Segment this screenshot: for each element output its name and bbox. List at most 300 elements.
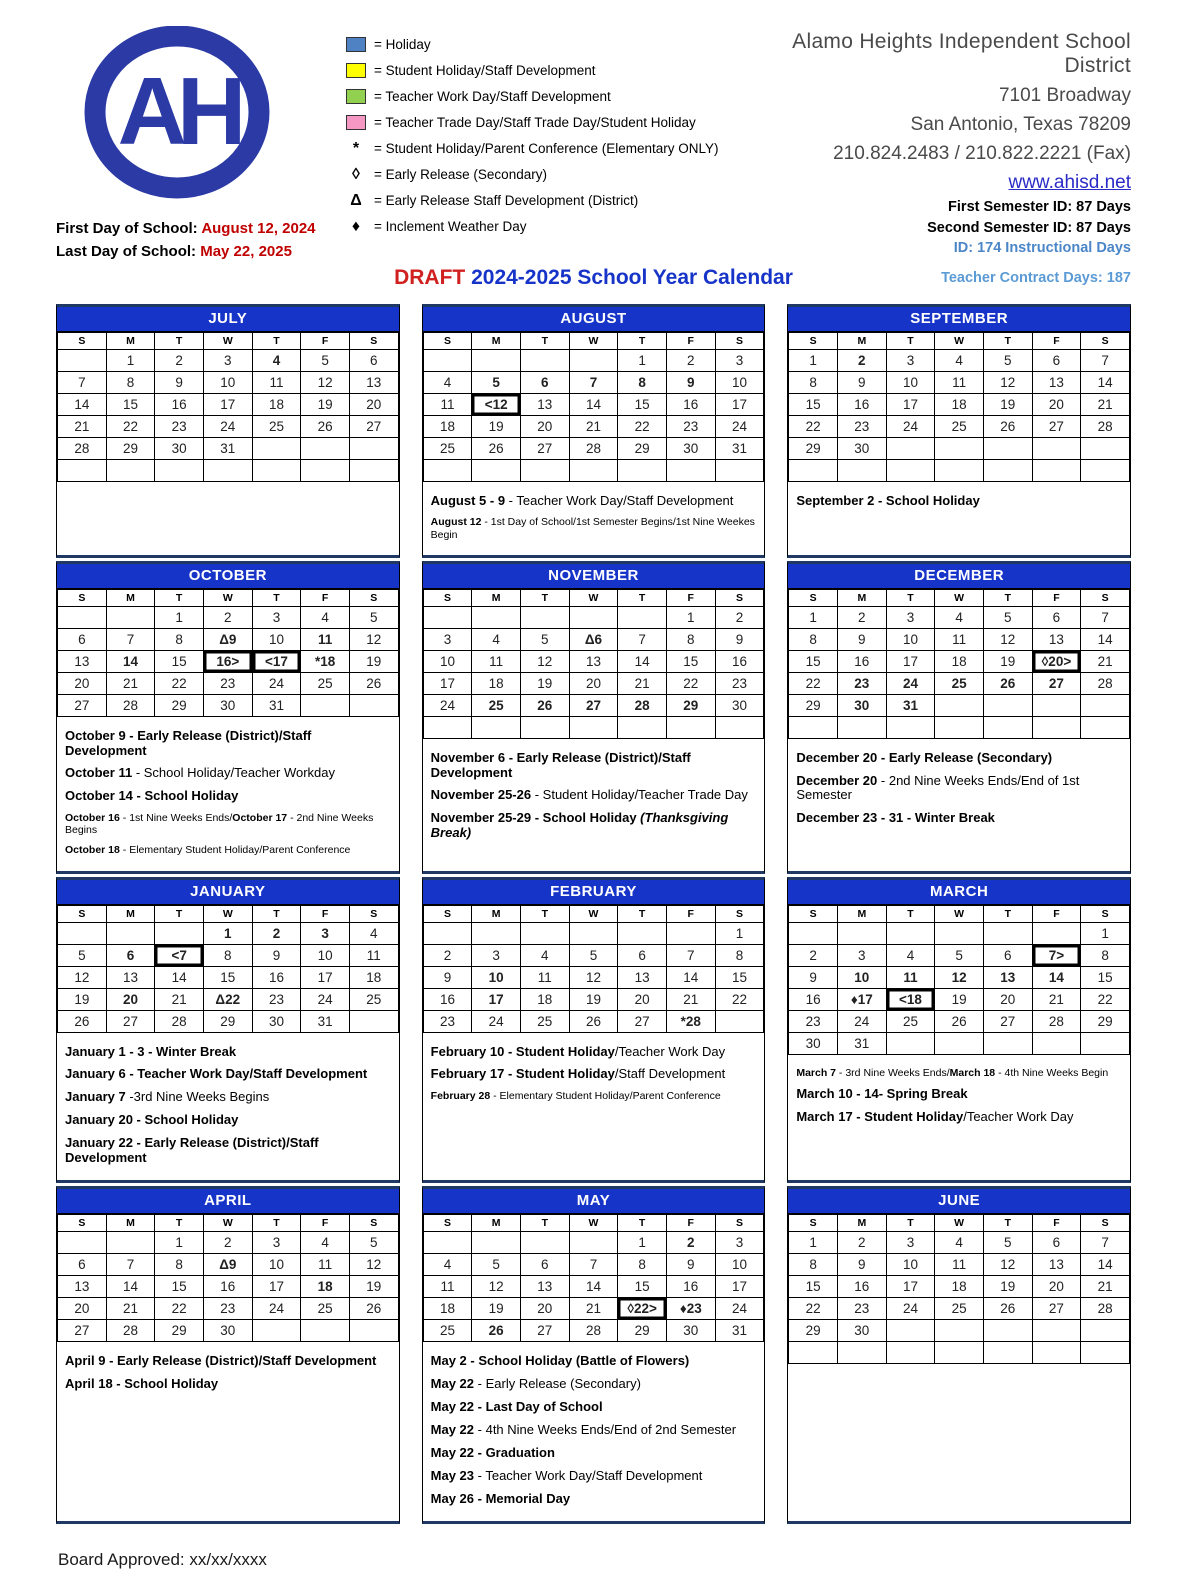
day-cell: 7 xyxy=(569,371,618,393)
day-cell: 25 xyxy=(935,415,984,437)
empty-cell xyxy=(349,1320,398,1342)
note-text: January 6 - Teacher Work Day/Staff Development xyxy=(65,1066,368,1082)
day-cell: 4 xyxy=(886,944,935,966)
month-title: FEBRUARY xyxy=(423,880,765,905)
empty-cell xyxy=(520,716,569,738)
week-row xyxy=(789,349,1130,371)
day-cell: 2 xyxy=(203,606,252,628)
dow-header: T xyxy=(252,1215,301,1232)
week-row xyxy=(423,650,764,672)
day-cell: *18 xyxy=(301,650,350,672)
dow-header: F xyxy=(301,332,350,349)
day-cell: 3 xyxy=(203,349,252,371)
day-cell: 5 xyxy=(58,944,107,966)
day-cell: 15 xyxy=(618,1276,667,1298)
month-title: AUGUST xyxy=(423,307,765,332)
empty-cell xyxy=(666,716,715,738)
day-cell: 26 xyxy=(472,1320,521,1342)
day-cell: 6 xyxy=(1032,606,1081,628)
day-cell: 3 xyxy=(252,606,301,628)
dow-header: T xyxy=(886,332,935,349)
dow-header: T xyxy=(520,589,569,606)
empty-cell xyxy=(472,1232,521,1254)
dow-header: T xyxy=(520,905,569,922)
dow-header: S xyxy=(349,589,398,606)
week-row xyxy=(789,371,1130,393)
day-cell: 27 xyxy=(58,1320,107,1342)
week-row xyxy=(58,1010,399,1032)
day-cell: 29 xyxy=(155,1320,204,1342)
empty-cell xyxy=(935,694,984,716)
month-title: OCTOBER xyxy=(57,564,399,589)
day-cell: 3 xyxy=(886,349,935,371)
day-cell: 23 xyxy=(155,415,204,437)
day-cell: 25 xyxy=(472,694,521,716)
week-row xyxy=(789,988,1130,1010)
empty-cell xyxy=(1032,922,1081,944)
dow-header: T xyxy=(983,589,1032,606)
day-cell: 14 xyxy=(1081,628,1130,650)
day-cell: 11 xyxy=(886,966,935,988)
note-line xyxy=(65,1090,391,1105)
school-year-dates xyxy=(56,217,346,264)
empty-cell xyxy=(715,716,764,738)
empty-cell xyxy=(983,922,1032,944)
day-cell: 25 xyxy=(423,1320,472,1342)
day-cell: 28 xyxy=(155,1010,204,1032)
empty-cell xyxy=(472,606,521,628)
day-cell: 26 xyxy=(301,415,350,437)
day-cell: 20 xyxy=(983,988,1032,1010)
day-cell: 25 xyxy=(301,1298,350,1320)
note-text: March 10 - 14- Spring Break xyxy=(796,1085,968,1101)
note-line xyxy=(65,789,391,804)
day-cell: 31 xyxy=(715,1320,764,1342)
day-cell: 28 xyxy=(106,694,155,716)
month-notes xyxy=(788,482,1130,555)
empty-cell xyxy=(886,716,935,738)
week-row xyxy=(789,1010,1130,1032)
empty-cell xyxy=(472,922,521,944)
dow-header: T xyxy=(520,332,569,349)
note-text: May 2 - School Holiday (Battle of Flowers) xyxy=(430,1353,690,1369)
dow-header: F xyxy=(301,1215,350,1232)
day-cell: 28 xyxy=(106,1320,155,1342)
empty-cell xyxy=(58,459,107,481)
dow-header: S xyxy=(715,905,764,922)
note-text: May 22 xyxy=(430,1376,475,1392)
note-text: April 18 - School Holiday xyxy=(65,1376,219,1392)
day-cell: 27 xyxy=(1032,672,1081,694)
day-cell: 23 xyxy=(789,1010,838,1032)
title-text: 2024-2025 School Year Calendar xyxy=(465,265,793,289)
day-cell: 4 xyxy=(252,349,301,371)
day-cell: 27 xyxy=(349,415,398,437)
dow-header: W xyxy=(935,332,984,349)
empty-cell xyxy=(618,922,667,944)
month-title: APRIL xyxy=(57,1189,399,1214)
day-cell: 30 xyxy=(837,694,886,716)
day-cell: 20 xyxy=(618,988,667,1010)
first-day-line xyxy=(56,217,346,240)
day-cell: 4 xyxy=(423,1254,472,1276)
day-cell: 25 xyxy=(520,1010,569,1032)
empty-cell xyxy=(520,1232,569,1254)
week-row xyxy=(58,922,399,944)
month-table xyxy=(57,1214,399,1342)
month-july xyxy=(56,304,400,558)
week-row xyxy=(789,1276,1130,1298)
day-cell: 20 xyxy=(58,1298,107,1320)
dow-header: W xyxy=(569,1215,618,1232)
month-notes xyxy=(57,482,399,555)
day-cell: 2 xyxy=(423,944,472,966)
empty-cell xyxy=(935,459,984,481)
note-line xyxy=(431,1400,757,1415)
legend-item xyxy=(346,60,766,81)
dow-header: T xyxy=(155,905,204,922)
dow-header: S xyxy=(789,589,838,606)
note-line xyxy=(431,751,757,781)
dow-header: F xyxy=(1032,905,1081,922)
week-row xyxy=(423,988,764,1010)
day-cell: 13 xyxy=(520,1276,569,1298)
dow-header: T xyxy=(886,589,935,606)
dow-header: S xyxy=(789,1215,838,1232)
empty-cell xyxy=(520,922,569,944)
note-text: February 28 xyxy=(430,1090,491,1103)
dow-header: W xyxy=(569,332,618,349)
month-november xyxy=(422,561,766,874)
legend-item xyxy=(346,34,766,55)
day-cell: 20 xyxy=(349,393,398,415)
dow-header: S xyxy=(423,1215,472,1232)
day-cell: 13 xyxy=(1032,1254,1081,1276)
note-line xyxy=(65,729,391,759)
day-cell: 14 xyxy=(569,393,618,415)
day-cell: 4 xyxy=(349,922,398,944)
note-line xyxy=(796,494,1122,509)
week-row xyxy=(58,349,399,371)
day-cell: 15 xyxy=(203,966,252,988)
day-cell: 29 xyxy=(1081,1010,1130,1032)
district-logo xyxy=(56,26,346,207)
empty-cell xyxy=(472,459,521,481)
empty-cell xyxy=(155,922,204,944)
dow-header: F xyxy=(1032,1215,1081,1232)
day-cell: 22 xyxy=(106,415,155,437)
dow-header: S xyxy=(1081,905,1130,922)
day-cell: 11 xyxy=(301,628,350,650)
day-cell: 29 xyxy=(789,694,838,716)
month-april xyxy=(56,1186,400,1524)
day-cell: 29 xyxy=(155,694,204,716)
day-cell: 13 xyxy=(349,371,398,393)
dow-header: T xyxy=(886,1215,935,1232)
day-cell: 10 xyxy=(301,944,350,966)
empty-cell xyxy=(58,349,107,371)
note-line xyxy=(431,1067,757,1082)
week-row xyxy=(789,393,1130,415)
dow-header: F xyxy=(666,1215,715,1232)
empty-cell xyxy=(569,459,618,481)
dow-header: W xyxy=(569,589,618,606)
day-cell: 23 xyxy=(715,672,764,694)
week-row xyxy=(789,1254,1130,1276)
day-cell: 10 xyxy=(886,628,935,650)
day-cell: 21 xyxy=(618,672,667,694)
month-title: NOVEMBER xyxy=(423,564,765,589)
day-cell: 13 xyxy=(106,966,155,988)
day-cell: 9 xyxy=(837,1254,886,1276)
note-line xyxy=(65,766,391,781)
note-line xyxy=(796,751,1122,766)
day-cell: 9 xyxy=(666,371,715,393)
day-cell: 2 xyxy=(789,944,838,966)
day-cell: <12 xyxy=(472,393,521,415)
note-text: January 20 - School Holiday xyxy=(65,1112,239,1128)
empty-cell xyxy=(106,606,155,628)
day-cell: 17 xyxy=(715,1276,764,1298)
note-text: /Teacher Work Day xyxy=(614,1043,726,1059)
day-cell: 12 xyxy=(983,628,1032,650)
day-cell: 24 xyxy=(886,1298,935,1320)
day-cell: 10 xyxy=(472,966,521,988)
note-text: - Teacher Work Day/Staff Development xyxy=(505,492,734,508)
week-row xyxy=(58,1276,399,1298)
dow-header: M xyxy=(837,332,886,349)
day-cell: 26 xyxy=(935,1010,984,1032)
day-cell: 27 xyxy=(106,1010,155,1032)
empty-cell xyxy=(618,459,667,481)
empty-cell xyxy=(1081,716,1130,738)
day-cell: 5 xyxy=(983,349,1032,371)
note-line xyxy=(65,1067,391,1082)
dow-header: S xyxy=(789,905,838,922)
day-cell: ♦23 xyxy=(666,1298,715,1320)
month-notes xyxy=(57,717,399,871)
day-cell: 3 xyxy=(301,922,350,944)
dow-header: W xyxy=(203,589,252,606)
day-cell: 21 xyxy=(569,1298,618,1320)
empty-cell xyxy=(983,1320,1032,1342)
week-row xyxy=(58,966,399,988)
note-line xyxy=(431,1354,757,1369)
dow-header: W xyxy=(203,1215,252,1232)
day-cell: 23 xyxy=(252,988,301,1010)
dow-header: F xyxy=(666,332,715,349)
note-text: November 6 - Early Release (District)/Staff Development xyxy=(430,749,691,780)
day-cell: 3 xyxy=(715,1232,764,1254)
day-cell: 30 xyxy=(252,1010,301,1032)
note-text: February 17 - Student Holiday xyxy=(430,1066,615,1082)
empty-cell xyxy=(837,922,886,944)
day-cell: 17 xyxy=(423,672,472,694)
legend-item xyxy=(346,164,766,185)
day-cell: 16 xyxy=(666,393,715,415)
day-cell: 14 xyxy=(106,650,155,672)
note-text: October 18 xyxy=(65,844,120,857)
note-text: - School Holiday/Teacher Workday xyxy=(132,765,335,781)
day-cell: 12 xyxy=(472,1276,521,1298)
dow-header: T xyxy=(252,905,301,922)
week-row xyxy=(789,672,1130,694)
empty-cell xyxy=(1032,1342,1081,1364)
day-cell: 24 xyxy=(837,1010,886,1032)
dow-header: S xyxy=(1081,589,1130,606)
dow-header: S xyxy=(1081,1215,1130,1232)
legend-label: = Early Release Staff Development (District) xyxy=(374,193,639,208)
district-website-link[interactable]: www.ahisd.net xyxy=(1008,172,1131,193)
day-cell: 6 xyxy=(1032,349,1081,371)
title-row xyxy=(56,266,1131,296)
week-row xyxy=(789,650,1130,672)
day-cell: 14 xyxy=(569,1276,618,1298)
day-cell: 27 xyxy=(520,437,569,459)
day-cell: 16 xyxy=(155,393,204,415)
empty-cell xyxy=(106,922,155,944)
legend-symbol-icon: ◊ xyxy=(352,165,360,183)
month-table xyxy=(788,332,1130,482)
note-text: -3rd Nine Weeks Begins xyxy=(125,1089,270,1105)
empty-cell xyxy=(423,459,472,481)
month-notes xyxy=(423,482,765,555)
day-cell: 27 xyxy=(520,1320,569,1342)
dow-header: S xyxy=(58,1215,107,1232)
day-cell: 5 xyxy=(301,349,350,371)
day-cell: 14 xyxy=(155,966,204,988)
day-cell: 24 xyxy=(423,694,472,716)
note-text: December 23 - 31 - Winter Break xyxy=(796,810,995,826)
day-cell: 14 xyxy=(1081,1254,1130,1276)
day-cell: 6 xyxy=(58,628,107,650)
note-line xyxy=(431,494,757,509)
empty-cell xyxy=(715,459,764,481)
day-cell: 18 xyxy=(423,1298,472,1320)
day-cell: 4 xyxy=(301,606,350,628)
empty-cell xyxy=(886,1342,935,1364)
month-table xyxy=(788,905,1130,1055)
empty-cell xyxy=(423,1232,472,1254)
note-line xyxy=(65,1045,391,1060)
day-cell: 23 xyxy=(837,415,886,437)
board-approved: Board Approved: xx/xx/xxxx xyxy=(58,1549,267,1569)
day-cell: 7 xyxy=(106,628,155,650)
empty-cell xyxy=(935,1320,984,1342)
week-row xyxy=(789,694,1130,716)
week-row xyxy=(423,606,764,628)
day-cell: 18 xyxy=(301,1276,350,1298)
day-cell: 20 xyxy=(520,1298,569,1320)
day-cell: 9 xyxy=(155,371,204,393)
month-table xyxy=(788,1214,1130,1364)
dow-header: W xyxy=(569,905,618,922)
day-cell: 22 xyxy=(155,672,204,694)
week-row xyxy=(789,922,1130,944)
day-cell: 5 xyxy=(983,606,1032,628)
empty-cell xyxy=(349,459,398,481)
note-text: October 17 xyxy=(232,812,288,825)
day-cell: 24 xyxy=(715,1298,764,1320)
empty-cell xyxy=(1081,1320,1130,1342)
day-cell: 23 xyxy=(837,672,886,694)
week-row xyxy=(58,944,399,966)
day-cell: 26 xyxy=(58,1010,107,1032)
day-cell: 21 xyxy=(1032,988,1081,1010)
draft-label: DRAFT xyxy=(394,265,466,289)
note-text: September 2 - School Holiday xyxy=(796,492,980,508)
day-cell: 3 xyxy=(886,606,935,628)
dow-header: T xyxy=(155,332,204,349)
empty-cell xyxy=(423,349,472,371)
empty-cell xyxy=(1032,694,1081,716)
dow-header: S xyxy=(715,1215,764,1232)
note-text: January 7 xyxy=(65,1089,126,1105)
note-text: - Elementary Student Holiday/Parent Conference xyxy=(490,1090,721,1103)
day-cell: 9 xyxy=(837,371,886,393)
legend xyxy=(346,26,766,242)
legend-symbol-icon: * xyxy=(352,139,360,157)
week-row xyxy=(789,628,1130,650)
day-cell: 3 xyxy=(252,1232,301,1254)
day-cell: 26 xyxy=(472,437,521,459)
month-title: JUNE xyxy=(788,1189,1130,1214)
day-cell: 21 xyxy=(106,672,155,694)
week-row xyxy=(58,1232,399,1254)
note-text: - 3rd Nine Weeks Ends/ xyxy=(836,1066,950,1079)
day-cell: 13 xyxy=(618,966,667,988)
empty-cell xyxy=(349,1010,398,1032)
dow-header: T xyxy=(618,332,667,349)
day-cell: 14 xyxy=(1081,371,1130,393)
district-name: Alamo Heights Independent School District xyxy=(792,30,1131,77)
dow-header: T xyxy=(983,332,1032,349)
day-cell: 11 xyxy=(472,650,521,672)
empty-cell xyxy=(569,349,618,371)
day-cell: 22 xyxy=(1081,988,1130,1010)
week-row xyxy=(423,437,764,459)
empty-cell xyxy=(1032,1320,1081,1342)
day-cell: 10 xyxy=(252,628,301,650)
week-row xyxy=(58,1298,399,1320)
day-cell: 11 xyxy=(935,1254,984,1276)
day-cell: 12 xyxy=(58,966,107,988)
day-cell: 6 xyxy=(618,944,667,966)
day-cell: 19 xyxy=(569,988,618,1010)
day-cell: 31 xyxy=(715,437,764,459)
district-address2: San Antonio, Texas 78209 xyxy=(910,114,1131,135)
empty-cell xyxy=(935,1342,984,1364)
last-day-label: Last Day of School: xyxy=(56,243,197,261)
day-cell: 6 xyxy=(520,371,569,393)
note-text: May 26 - Memorial Day xyxy=(430,1490,571,1506)
day-cell: 1 xyxy=(106,349,155,371)
day-cell: 16 xyxy=(203,1276,252,1298)
day-cell: 11 xyxy=(252,371,301,393)
day-cell: 22 xyxy=(789,672,838,694)
legend-symbol-icon: ♦ xyxy=(351,217,361,235)
day-cell: 7 xyxy=(1081,1232,1130,1254)
dow-header: S xyxy=(715,589,764,606)
note-text: October 14 - School Holiday xyxy=(65,788,239,804)
day-cell: 18 xyxy=(935,650,984,672)
day-cell: 30 xyxy=(789,1032,838,1054)
day-cell: 19 xyxy=(349,650,398,672)
day-cell: 9 xyxy=(666,1254,715,1276)
legend-label: = Student Holiday/Staff Development xyxy=(374,63,596,78)
week-row xyxy=(423,966,764,988)
note-text: December 20 xyxy=(796,772,878,788)
